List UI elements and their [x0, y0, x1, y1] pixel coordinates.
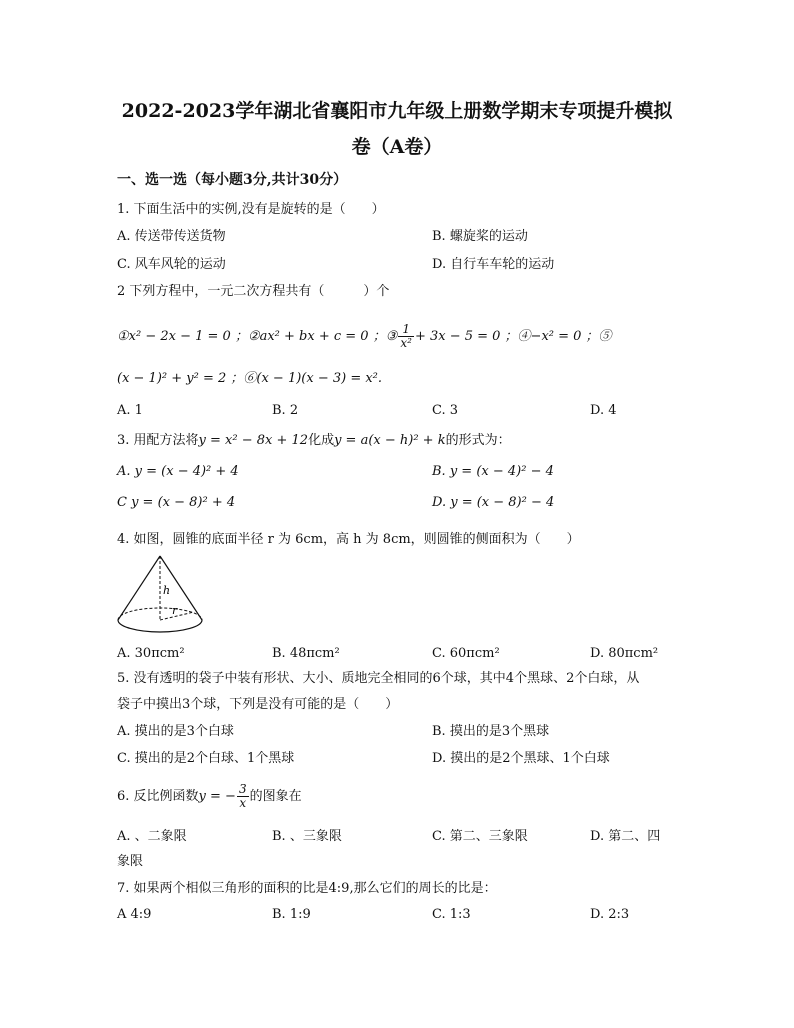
q6-fraction: $\frac{3}{x}$: [238, 782, 247, 810]
q7-option-c: C. 1:3: [432, 907, 471, 922]
page-title-line2: 卷（A卷）: [351, 136, 443, 158]
q7-option-d: D. 2:3: [590, 907, 630, 922]
q5-option-a: A. 摸出的是3个白球: [117, 724, 234, 739]
q6-option-b: B. 、三象限: [272, 829, 342, 844]
q6-option-d: D. 第二、四: [590, 829, 661, 844]
q2-stem: 2 下列方程中，一元二次方程共有（ ）个: [117, 284, 390, 299]
q6-option-a: A. 、二象限: [117, 829, 187, 844]
q2-eq3-fraction: $\frac{1}{\text{x²}}$: [400, 322, 412, 350]
q2-equations-line1: [117, 322, 612, 352]
q5-stem-line2: 袋子中摸出3个球，下列是没有可能的是（ ）: [117, 697, 399, 712]
q2-option-a: A. 1: [117, 403, 143, 418]
q5-option-c: C. 摸出的是2个白球、1个黑球: [117, 751, 295, 766]
q4-option-c: C. 60πcm²: [432, 646, 500, 661]
q4-option-d: D. 80πcm²: [590, 646, 659, 661]
q6-stem: 6. 反比例函数y = − $\frac{3}{x}$ 的图象在: [117, 782, 302, 810]
q1-option-a: A. 传送带传送货物: [117, 229, 226, 244]
q2-equations-line2: (x − 1)² + y² = 2 ；⑥(x − 1)(x − 3) = x².: [117, 371, 383, 386]
q2-option-b: B. 2: [272, 403, 299, 418]
q5-option-d: D. 摸出的是2个黑球、1个白球: [432, 751, 610, 766]
cone-figure: [114, 554, 206, 640]
q2-eq1-tail: + 3x − 5 = 0 ；④−x² = 0 ；⑤: [414, 329, 612, 344]
q2-option-d: D. 4: [590, 403, 617, 418]
q1-option-c: C. 风车风轮的运动: [117, 257, 226, 272]
q5-option-b: B. 摸出的是3个黑球: [432, 724, 550, 739]
section-heading: 一、选一选（每小题3分,共计30分）: [117, 172, 348, 188]
q7-option-a: A 4:9: [117, 907, 152, 922]
q3-option-a: A. y = (x − 4)² + 4: [117, 464, 239, 479]
q2-eq1: ①x² − 2x − 1 = 0 ；②ax² + bx + c = 0 ；③: [117, 329, 398, 344]
q5-stem-line1: 5. 没有透明的袋子中装有形状、大小、质地完全相同的6个球，其中4个黑球、2个白球，从: [117, 671, 640, 686]
q3-option-c: C y = (x − 8)² + 4: [117, 495, 236, 510]
q2-option-c: C. 3: [432, 403, 459, 418]
q4-option-a: A. 30πcm²: [117, 646, 185, 661]
q4-stem: 4. 如图，圆锥的底面半径 r 为 6cm，高 h 为 8cm，则圆锥的侧面积为（ ）: [117, 532, 580, 547]
q1-stem: 1. 下面生活中的实例,没有是旋转的是（ ）: [117, 202, 385, 217]
q6-option-d-continued: 象限: [117, 854, 144, 869]
q3-option-d: D. y = (x − 8)² − 4: [432, 495, 555, 510]
q7-stem: 7. 如果两个相似三角形的面积的比是4:9,那么它们的周长的比是：: [117, 881, 497, 896]
cone-label-h: h: [163, 584, 171, 597]
q6-option-c: C. 第二、三象限: [432, 829, 528, 844]
q1-option-b: B. 螺旋桨的运动: [432, 229, 528, 244]
page-title: 2022-2023学年湖北省襄阳市九年级上册数学期末专项提升模拟: [121, 100, 673, 122]
q3-stem: 3. 用配方法将y = x² − 8x + 12化成y = a(x − h)² + k的形式为：: [117, 433, 511, 448]
q7-option-b: B. 1:9: [272, 907, 311, 922]
q4-option-b: B. 48πcm²: [272, 646, 340, 661]
q3-option-b: B. y = (x − 4)² − 4: [432, 464, 554, 479]
cone-label-r: r: [172, 604, 178, 617]
q1-option-d: D. 自行车车轮的运动: [432, 257, 555, 272]
